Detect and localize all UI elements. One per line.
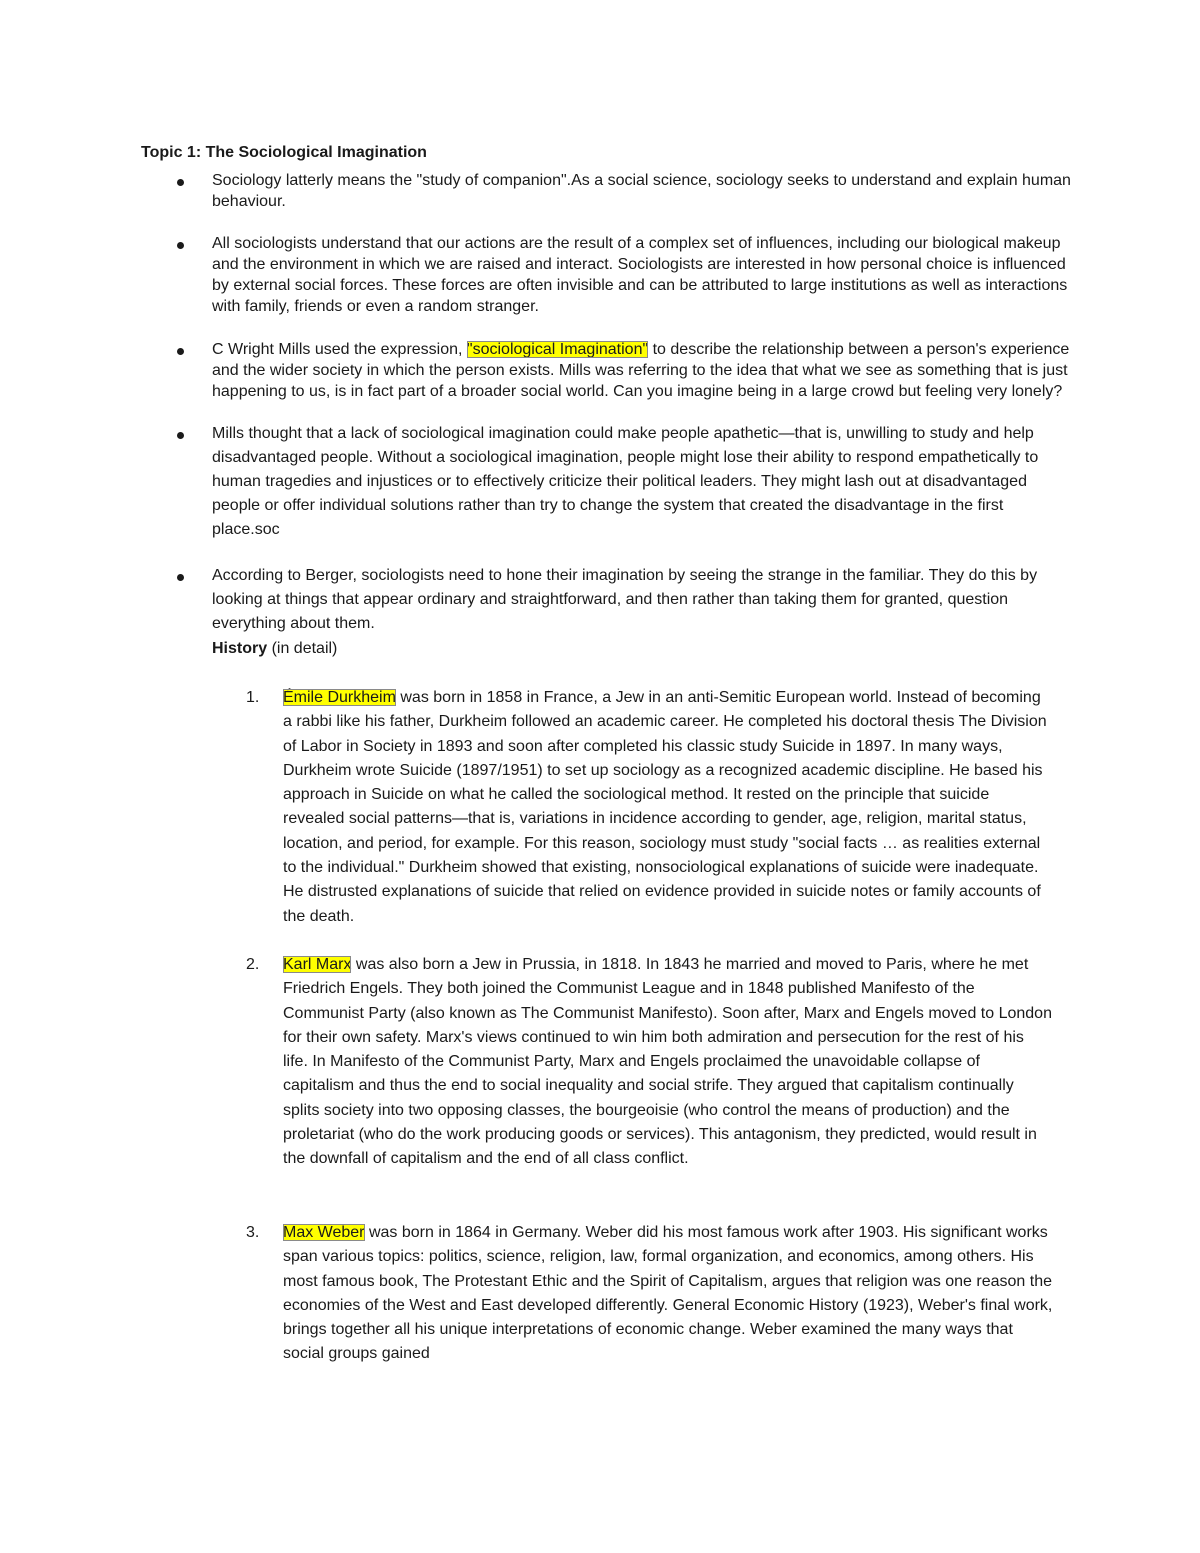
- bullet-text-span: Sociology latterly means the "study of companion".As a social science, sociology seeks to understand and explain human behaviour.: [212, 172, 1071, 210]
- item-text-span: was born in 1858 in France, a Jew in an anti-Semitic European world. Instead of becoming a rabbi like his father, Durkheim followed an academic career. He completed his doctoral thesis The Division of Labor in Society in 1893 and soon after completed his classic study Suicide in 1897. In many ways, Durkheim wrote Suicide (1897/1951) to set up sociology as a recognized academic discipline. He based his approach in Suicide on what he called the sociological method. It rested on the principle that suicide revealed social patterns—that is, variations in incidence according to gender, age, religion, marital status, location, and period, for example. For this reason, sociology must study "social facts … as realities external to the individual." Durkheim showed that existing, nonsociological explanations of suicide were inadequate. He distrusted explanations of suicide that relied on evidence provided in suicide notes or family accounts of the death.: [283, 689, 1047, 925]
- bullet-icon: [177, 348, 184, 355]
- item-number: 1.: [246, 689, 260, 706]
- history-heading: [212, 637, 337, 661]
- item-number: 3.: [246, 1224, 260, 1241]
- item-number: 2.: [246, 956, 260, 973]
- bullet-text-span: C Wright Mills used the expression,: [212, 341, 467, 358]
- history-suffix: (in detail): [267, 640, 338, 657]
- bullet-text: [212, 233, 1072, 317]
- bullet-text-span: Mills thought that a lack of sociological imagination could make people apathetic—that is, unwilling to study and help disadvantaged people. Without a sociological imagination, people might lose their ability to respond empathetically to human tragedies and injustices or to effectively criticize their political leaders. They might lash out at disadvantaged people or offer individual solutions rather than try to change the system that created the disadvantage in the first place.soc: [212, 425, 1039, 538]
- bullet-text-span: All sociologists understand that our actions are the result of a complex set of influences, including our biological makeup and the environment in which we are raised and interact. Sociologists are interested in how personal choice is influenced by external social forces. These forces are often invisible and can be attributed to large institutions as well as interactions with family, friends or even a random stranger.: [212, 235, 1068, 315]
- bullet-text: [212, 422, 1072, 542]
- bullet-text: [212, 564, 1072, 636]
- highlighted-term: Émile Durkheim: [283, 689, 396, 706]
- bullet-text-span: According to Berger, sociologists need to hone their imagination by seeing the strange in the familiar. They do this by looking at things that appear ordinary and straightforward, and then rather than taking them for granted, question everything about them.: [212, 567, 1038, 632]
- bullet-text: [212, 339, 1072, 402]
- item-text: [283, 953, 1053, 1172]
- bullet-icon: [177, 432, 184, 439]
- bullet-text: [212, 170, 1072, 212]
- bullet-icon: [177, 179, 184, 186]
- bullet-icon: [177, 574, 184, 581]
- highlighted-term: "sociological Imagination": [466, 341, 649, 358]
- history-label: History: [212, 640, 268, 657]
- item-text: [283, 1221, 1053, 1367]
- page-title: Topic 1: The Sociological Imagination: [141, 144, 427, 161]
- bullet-text-span: to describe the relationship between a person's experience and the wider society in which the person exists. Mills was referring to the idea that what we see as something that is just happening to us, is in fact part of a broader social world. Can you imagine being in a large crowd but feeling very lonely?: [212, 341, 1070, 400]
- highlighted-term: Karl Marx: [283, 956, 352, 973]
- bullet-icon: [177, 242, 184, 249]
- item-text-span: was born in 1864 in Germany. Weber did his most famous work after 1903. His significant works span various topics: politics, science, religion, law, formal organization, and economics, among others. His most famous book, The Protestant Ethic and the Spirit of Capitalism, argues that religion was one reason the economies of the West and East developed differently. General Economic History (1923), Weber's final work, brings together all his unique interpretations of economic change. Weber examined the many ways that social groups gained: [283, 1224, 1053, 1363]
- item-text: [283, 686, 1053, 929]
- item-text-span: was also born a Jew in Prussia, in 1818. In 1843 he married and moved to Paris, where he met Friedrich Engels. They both joined the Communist League and in 1848 published Manifesto of the Communist Party (also known as The Communist Manifesto). Soon after, Marx and Engels moved to London for their own safety. Marx's views continued to win him both admiration and persecution for the rest of his life. In Manifesto of the Communist Party, Marx and Engels proclaimed the unavoidable collapse of capitalism and thus the end to social inequality and social strife. They argued that capitalism continually splits society into two opposing classes, the bourgeoisie (who control the means of production) and the proletariat (who do the work producing goods or services). This antagonism, they predicted, would result in the downfall of capitalism and the end of all class conflict.: [283, 956, 1052, 1168]
- highlighted-term: Max Weber: [283, 1224, 365, 1241]
